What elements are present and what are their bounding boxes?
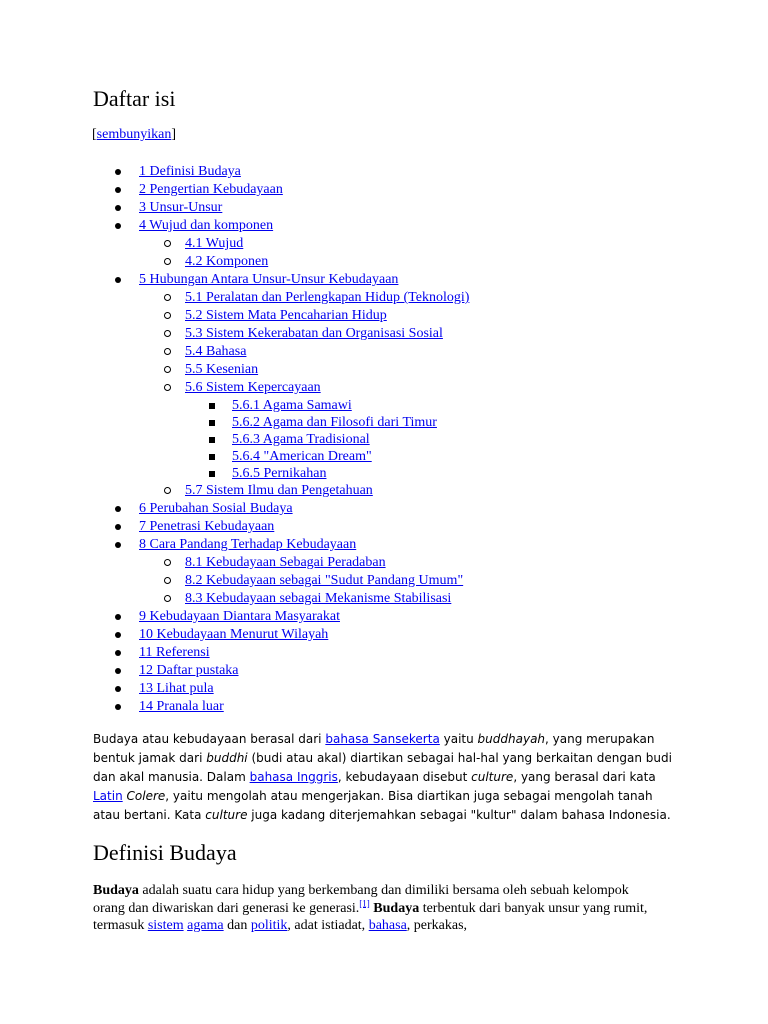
link-politik[interactable]: politik (250, 918, 288, 933)
toc-link[interactable]: 5.6 Sistem Kepercayaan (185, 380, 321, 395)
toc-link[interactable]: 5.6.4 "American Dream" (232, 449, 372, 464)
bullet-icon (164, 559, 171, 566)
link-bahasa-inggris[interactable]: bahasa Inggris (249, 770, 338, 784)
toc-link[interactable]: 1 Definisi Budaya (139, 164, 241, 179)
link-latin[interactable]: Latin (93, 789, 123, 803)
bullet-icon (115, 632, 121, 638)
bullet-icon (209, 454, 215, 460)
intro-paragraph: Budaya atau kebudayaan berasal dari bahasa Sansekerta yaitu buddhayah, yang merupakan bentuk jamak dari buddhi (budi atau akal) diartikan sebagai hal-hal yang berkaitan dengan budi dan akal manusia. Dalam bahasa Inggris, kebudayaan disebut culture, yang berasal dari kata Latin Colere, yaitu mengolah atau mengerjakan. Bisa diartikan juga sebagai mengolah tanah atau bertani. Kata culture juga kadang diterjemahkan sebagai "kultur" dalam bahasa Indonesia. (93, 732, 672, 822)
section-heading-definisi: Definisi Budaya (93, 840, 237, 865)
toc-item (139, 644, 210, 662)
link-bahasa[interactable]: bahasa (368, 918, 407, 933)
bullet-icon (209, 471, 215, 477)
bullet-icon (164, 384, 171, 391)
link-sistem[interactable]: sistem (147, 918, 184, 933)
bullet-icon (209, 403, 215, 409)
toc-item (232, 397, 352, 415)
toc-link[interactable]: 3 Unsur-Unsur (139, 200, 223, 215)
toc-item (139, 536, 356, 554)
toc-item (232, 448, 372, 466)
toc-item (139, 217, 273, 235)
toc-link[interactable]: 7 Penetrasi Kebudayaan (139, 519, 275, 534)
toc-link[interactable]: 8.3 Kebudayaan sebagai Mekanisme Stabilisasi (185, 591, 452, 606)
toc-item (185, 307, 387, 325)
toc-link[interactable]: 4 Wujud dan komponen (139, 218, 274, 233)
toc-item (139, 626, 328, 644)
toc-item (185, 253, 268, 271)
bullet-icon (164, 595, 171, 602)
toc-item (139, 271, 398, 289)
toc-item (185, 379, 321, 397)
bullet-icon (115, 668, 121, 674)
toc-link[interactable]: 5.6.2 Agama dan Filosofi dari Timur (232, 415, 437, 430)
toc-item (185, 343, 246, 361)
bullet-icon (164, 312, 171, 319)
bullet-icon (115, 542, 121, 548)
toc-item (185, 325, 443, 343)
bullet-icon (164, 240, 171, 247)
toc-item (232, 465, 326, 483)
bullet-icon (115, 187, 121, 193)
toc-link[interactable]: 5.1 Peralatan dan Perlengkapan Hidup (Teknologi) (185, 290, 470, 305)
toc-link[interactable]: 9 Kebudayaan Diantara Masyarakat (139, 609, 340, 624)
toc-link[interactable]: 11 Referensi (139, 645, 210, 660)
toc-item (139, 199, 222, 217)
reference-link[interactable]: [1] (359, 897, 370, 908)
bullet-icon (115, 506, 121, 512)
toc-item (139, 608, 340, 626)
toc-link[interactable]: 5.7 Sistem Ilmu dan Pengetahuan (185, 483, 373, 498)
bullet-icon (115, 524, 121, 530)
toc-link[interactable]: 14 Pranala luar (139, 699, 224, 714)
bullet-icon (115, 650, 121, 656)
toc-item (139, 698, 224, 716)
toc-link[interactable]: 13 Lihat pula (139, 681, 214, 696)
bullet-icon (164, 330, 171, 337)
toc-link[interactable]: 5.6.5 Pernikahan (232, 466, 327, 481)
bullet-icon (115, 614, 121, 620)
toc-item (185, 361, 258, 379)
toc-link[interactable]: 2 Pengertian Kebudayaan (139, 182, 283, 197)
bullet-icon (164, 577, 171, 584)
bullet-icon (209, 437, 215, 443)
toc-link[interactable]: 5.6.1 Agama Samawi (232, 398, 352, 413)
toc-item (185, 289, 469, 307)
toc-item (139, 680, 214, 698)
toc-link[interactable]: 12 Daftar pustaka (139, 663, 239, 678)
toc-link[interactable]: 10 Kebudayaan Menurut Wilayah (139, 627, 329, 642)
toc-link[interactable]: 5.5 Kesenian (185, 362, 259, 377)
bullet-icon (164, 294, 171, 301)
bullet-icon (115, 169, 121, 175)
bullet-icon (115, 686, 121, 692)
toc-toggle-open-bracket: [ (92, 127, 97, 142)
toc-link[interactable]: 5.6.3 Agama Tradisional (232, 432, 370, 447)
toc-link[interactable]: 8.1 Kebudayaan Sebagai Peradaban (185, 555, 386, 570)
bullet-icon (164, 258, 171, 265)
toc-link[interactable]: 5.2 Sistem Mata Pencaharian Hidup (185, 308, 387, 323)
toc-item (139, 181, 283, 199)
toc-heading: Daftar isi (93, 86, 176, 111)
toc-item (139, 518, 274, 536)
toc-item (185, 482, 373, 500)
toc-item (185, 590, 451, 608)
toc-item (139, 163, 241, 181)
toc-toggle-close-bracket: ] (171, 127, 176, 142)
bullet-icon (164, 348, 171, 355)
toc-toggle (92, 127, 176, 143)
bullet-icon (164, 366, 171, 373)
bullet-icon (164, 487, 171, 494)
definisi-paragraph: Budaya adalah suatu cara hidup yang berkembang dan dimiliki bersama oleh sebuah kelompok orang dan diwariskan dari generasi ke generasi.[1] Budaya terbentuk dari banyak unsur yang rumit, termasuk sistem agama dan politik, adat istiadat, bahasa, perkakas, (93, 883, 648, 933)
toc-item (185, 554, 386, 572)
toc-link[interactable]: 6 Perubahan Sosial Budaya (139, 501, 293, 516)
toc-item (185, 572, 463, 590)
toc-item (232, 414, 437, 432)
bullet-icon (115, 704, 121, 710)
toc-link[interactable]: 5.3 Sistem Kekerabatan dan Organisasi Sosial (185, 326, 443, 341)
bullet-icon (209, 420, 215, 426)
toc-link[interactable]: 5 Hubungan Antara Unsur-Unsur Kebudayaan (139, 272, 399, 287)
link-bahasa-sansekerta[interactable]: bahasa Sansekerta (325, 732, 440, 746)
bullet-icon (115, 223, 121, 229)
link-agama[interactable]: agama (187, 918, 224, 933)
bullet-icon (115, 277, 121, 283)
toc-item (232, 431, 370, 449)
toc-item (139, 662, 239, 680)
bullet-icon (115, 205, 121, 211)
toc-item (185, 235, 243, 253)
toc-link[interactable]: 4.1 Wujud (185, 236, 244, 251)
toc-link[interactable]: 4.2 Komponen (185, 254, 269, 269)
toc-item (139, 500, 293, 518)
toc-link[interactable]: 8 Cara Pandang Terhadap Kebudayaan (139, 537, 357, 552)
toc-link[interactable]: 8.2 Kebudayaan sebagai "Sudut Pandang Umum" (185, 573, 464, 588)
toc-link[interactable]: 5.4 Bahasa (185, 344, 247, 359)
toc-hide-link[interactable]: sembunyikan (96, 127, 172, 142)
